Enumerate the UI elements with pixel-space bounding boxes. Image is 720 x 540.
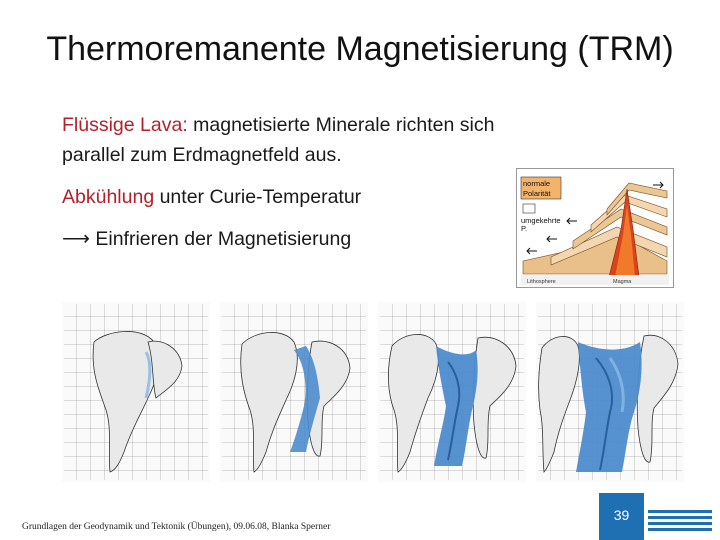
slide-title: Thermoremanente Magnetisierung (TRM) xyxy=(46,30,674,68)
lithosphere-label: Lithosphere xyxy=(527,279,556,285)
magma-label: Magma xyxy=(613,279,632,285)
cooling-text: unter Curie-Temperatur xyxy=(154,186,362,208)
paragraph-lava xyxy=(62,110,532,170)
freezing-text: ⟶ Einfrieren der Magnetisierung xyxy=(62,228,352,250)
map-1 xyxy=(62,302,210,482)
seafloor-spreading-diagram xyxy=(516,168,674,288)
paleogeographic-maps xyxy=(62,302,720,482)
normal-label: normale xyxy=(523,179,551,188)
cooling-label: Abkühlung xyxy=(62,186,155,208)
stripes-logo xyxy=(648,508,712,536)
paragraph-freezing xyxy=(62,224,532,254)
paragraph-cooling xyxy=(62,182,532,212)
polarity-label: Polarität xyxy=(523,189,551,198)
map-4 xyxy=(536,302,684,482)
reverse-label: umgekehrte xyxy=(521,216,561,225)
page-number: 39 xyxy=(599,493,644,540)
lava-label: Flüssige Lava: xyxy=(62,114,188,136)
lava-text: magnetisierte Minerale richten sich parallel zum Erdmagnetfeld aus. xyxy=(62,114,495,166)
reverse-polarity-legend xyxy=(523,204,535,213)
map-3 xyxy=(378,302,526,482)
footer-text: Grundlagen der Geodynamik und Tektonik (Übungen), 09.06.08, Blanka Sperner xyxy=(22,522,331,532)
reverse-p-label: P. xyxy=(521,224,528,233)
bullet-text xyxy=(62,110,532,266)
map-2 xyxy=(220,302,368,482)
